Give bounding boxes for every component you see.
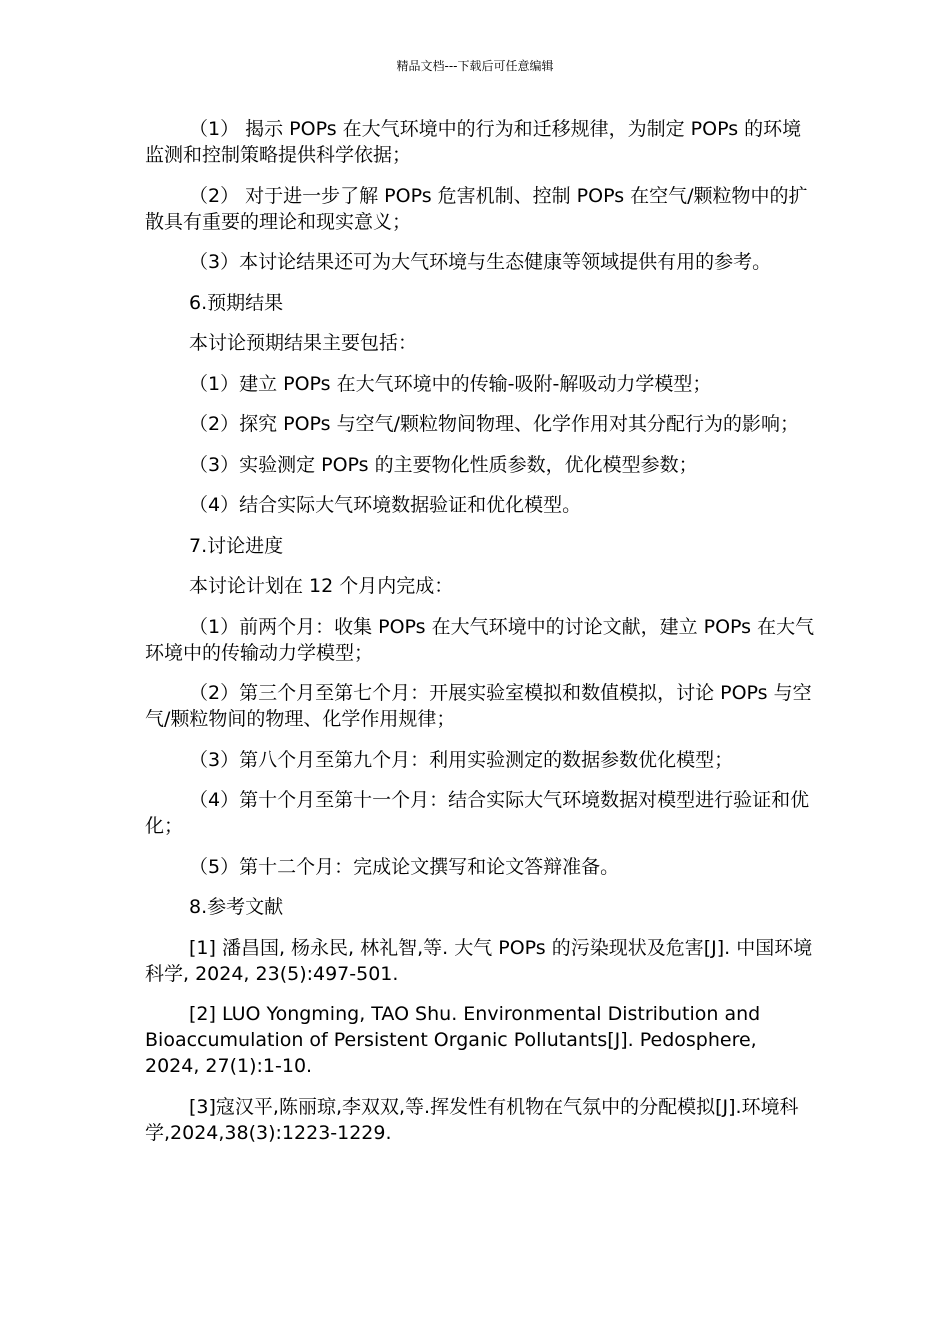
progress-item-2: （2）第三个月至第七个月：开展实验室模拟和数值模拟，讨论 POPs 与空气/颗粒物间的物理、化学作用规律； [145,682,812,730]
section-heading-progress: 7.讨论进度 [189,534,284,557]
expected-result-item-4: （4）结合实际大气环境数据验证和优化模型。 [189,494,582,516]
significance-item-2: （2） 对于进一步了解 POPs 危害机制、控制 POPs 在空气/颗粒物中的扩散具有重要的理论和现实意义； [145,184,808,233]
progress-intro: 本讨论计划在 12 个月内完成： [189,575,454,597]
reference-item-3: [3]寇汉平,陈丽琼,李双双,等.挥发性有机物在气氛中的分配模拟[J].环境科学,2024,38(3):1223-1229. [145,1095,799,1144]
reference-item-1: [1] 潘昌国, 杨永民, 林礼智,等. 大气 POPs 的污染现状及危害[J]. 中国环境科学, 2024, 23(5):497-501. [145,936,813,985]
progress-item-3: （3）第八个月至第九个月：利用实验测定的数据参数优化模型； [189,748,734,771]
progress-item-1: （1）前两个月：收集 POPs 在大气环境中的讨论文献，建立 POPs 在大气环境中的传输动力学模型； [145,615,815,664]
expected-results-intro: 本讨论预期结果主要包括： [189,332,418,354]
progress-item-5: （5）第十二个月：完成论文撰写和论文答辩准备。 [189,855,620,878]
section-heading-expected-results: 6.预期结果 [189,291,284,314]
significance-item-1: （1） 揭示 POPs 在大气环境中的行为和迁移规律，为制定 POPs 的环境监测和控制策略提供科学依据； [145,118,802,166]
reference-item-2: [2] LUO Yongming, TAO Shu. Environmental Distribution and Bioaccumulation of Persistent Organic Pollutants[J]. Pedosphere, 2024, 27(1):1-10. [145,1003,761,1077]
document-body [145,116,817,1160]
expected-result-item-1: （1）建立 POPs 在大气环境中的传输-吸附-解吸动力学模型； [189,372,712,395]
significance-item-3: （3）本讨论结果还可为大气环境与生态健康等领域提供有用的参考。 [189,251,772,273]
expected-result-item-2: （2）探究 POPs 与空气/颗粒物间物理、化学作用对其分配行为的影响； [189,413,800,435]
progress-item-4: （4）第十个月至第十一个月：结合实际大气环境数据对模型进行验证和优化； [145,789,810,837]
section-heading-references: 8.参考文献 [189,896,284,918]
expected-result-item-3: （3）实验测定 POPs 的主要物化性质参数，优化模型参数； [189,453,698,476]
page-header: 精品文档---下载后可任意编辑 [396,59,554,73]
